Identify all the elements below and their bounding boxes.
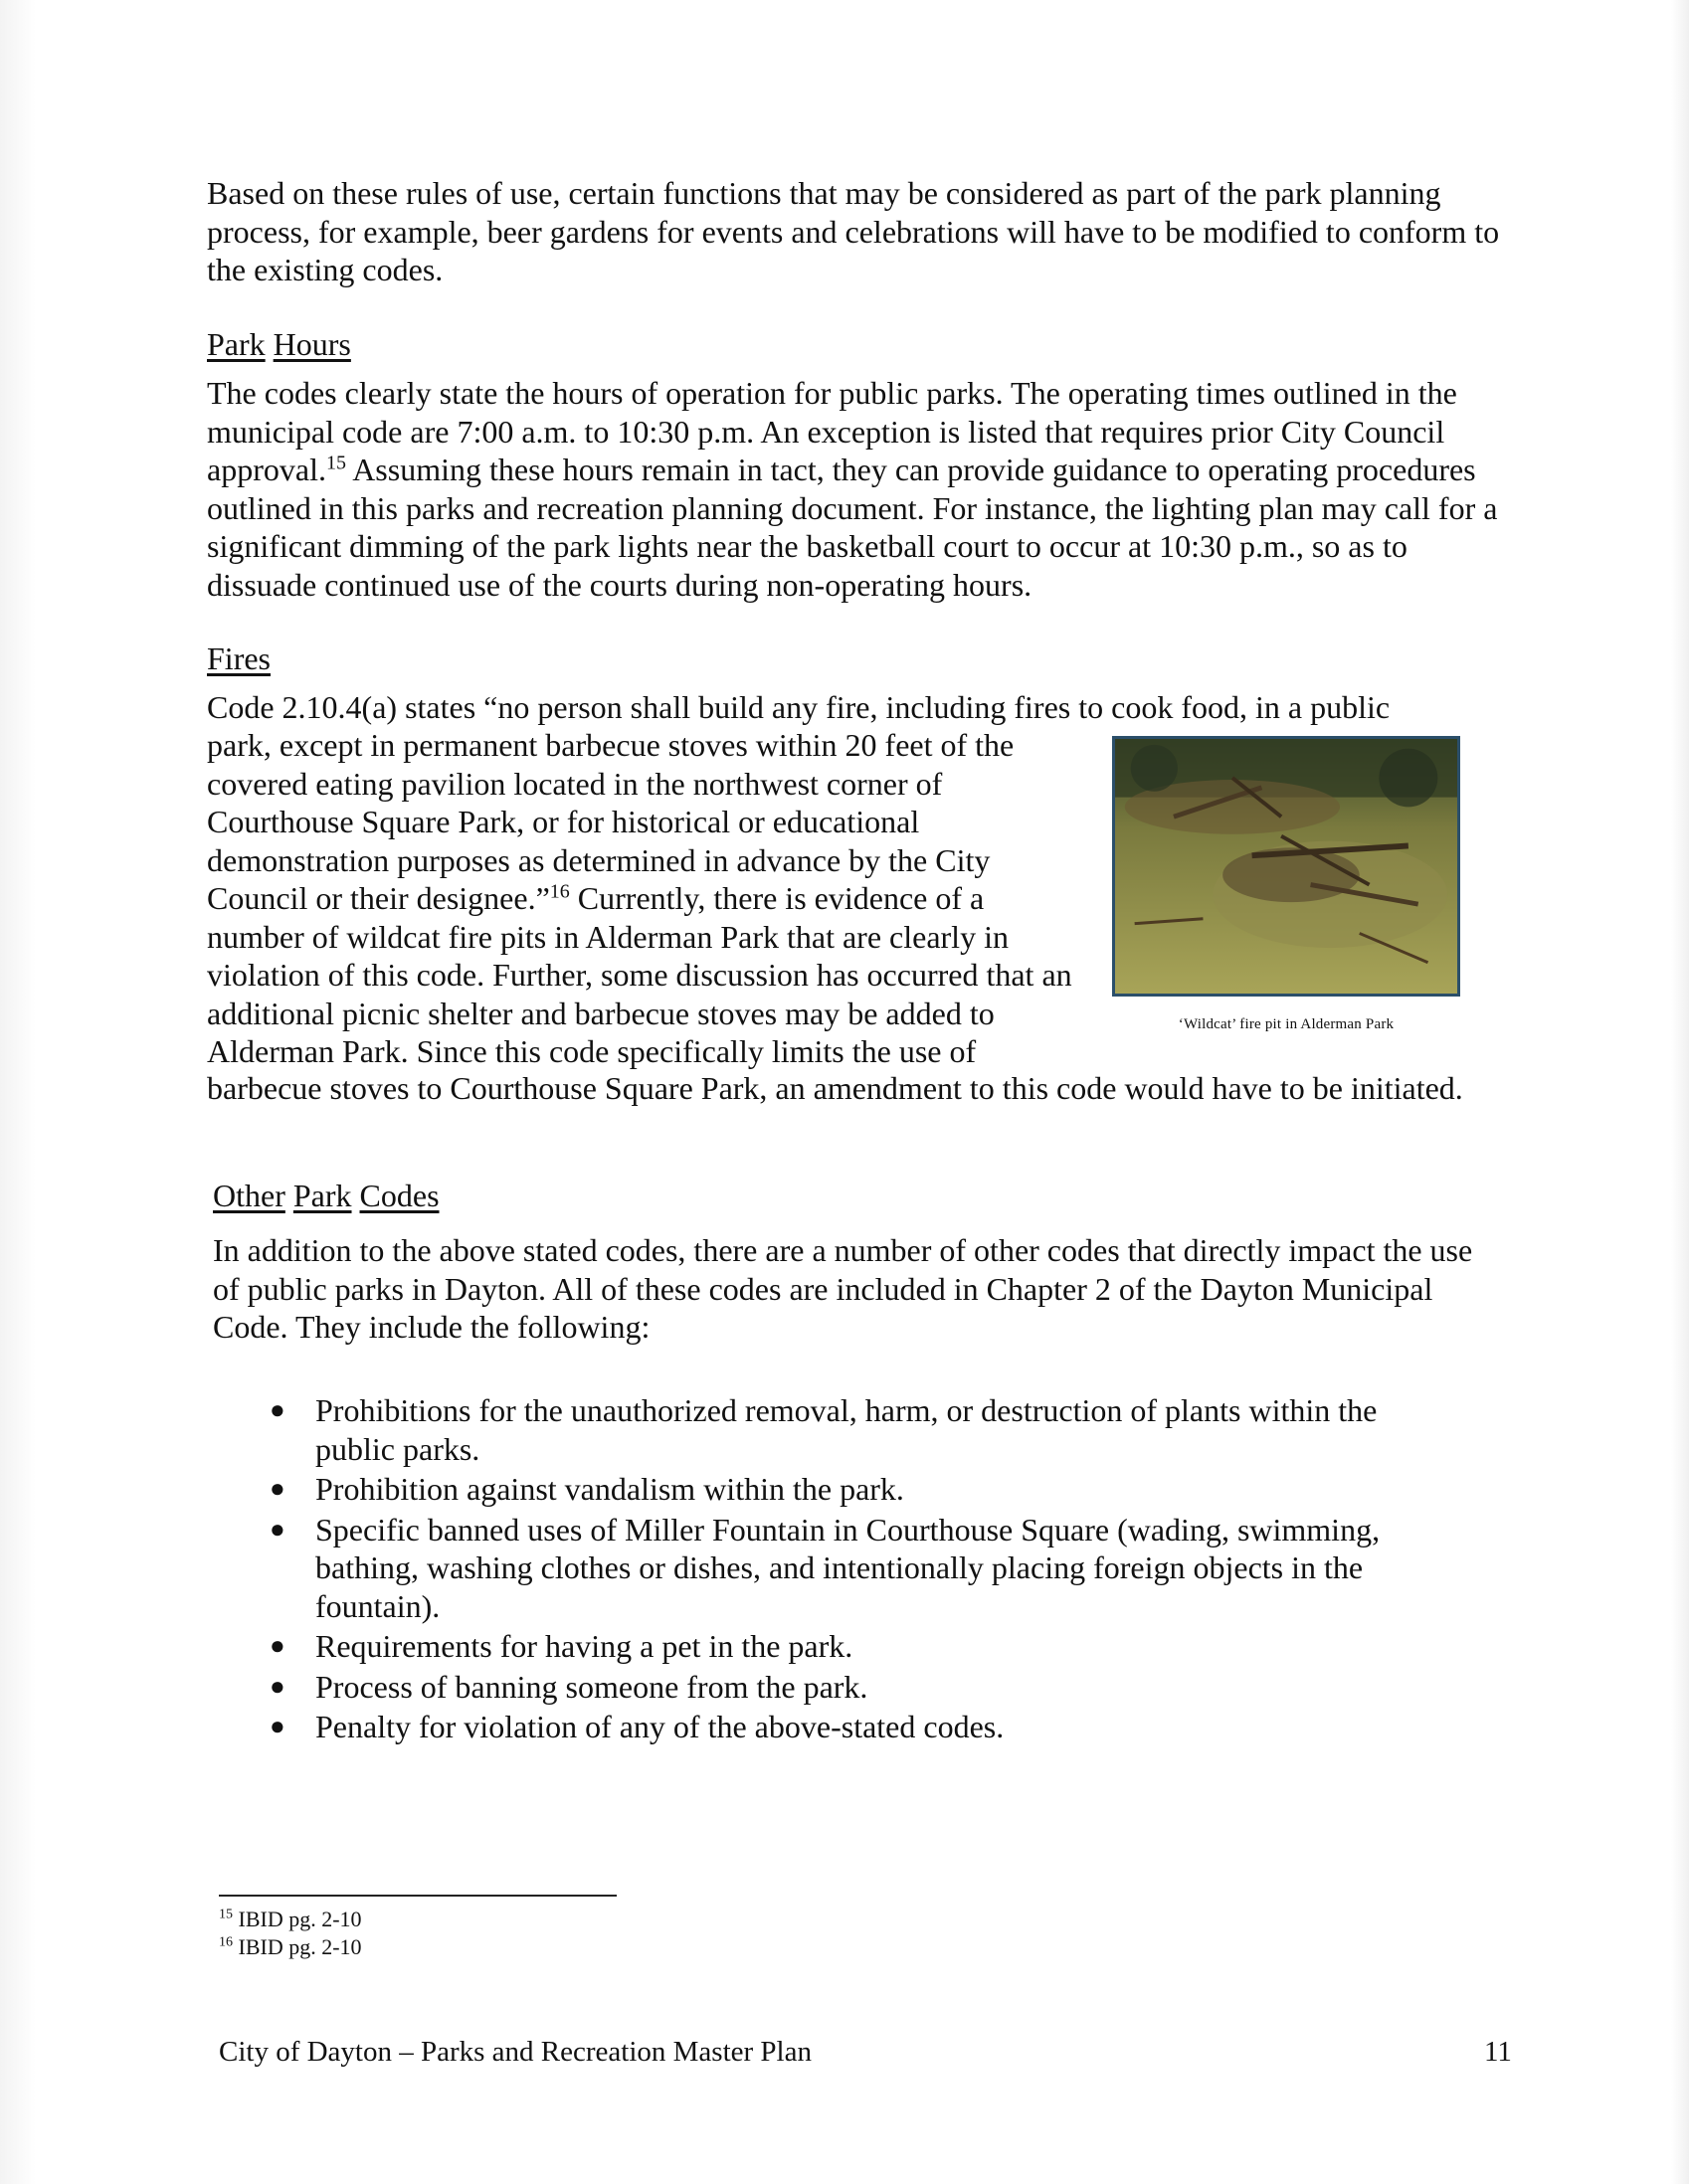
list-item	[264, 1708, 1457, 1746]
other-codes-heading-word2: Park	[292, 1178, 352, 1213]
fires-text-cont: Currently, there is evidence of a number of wildcat fire pits in Alderman Park that are clearly in violation of this code. Further, some discussion has occurred that an additional picnic shelter and barbecue stoves may be added to Alderman Park. Since this code specifically limits the use of	[207, 880, 1072, 1069]
park-hours-text-cont: Assuming these hours remain in tact, they can provide guidance to operating procedures outlined in this parks and recreation planning document. For instance, the lighting plan may call for a significant dimming of the park lights near the basketball court to occur at 10:30 p.m., so as to dissuade continued use of the courts during non-operating hours.	[207, 452, 1498, 603]
other-codes-heading-word1: Other	[213, 1178, 285, 1213]
other-codes-list	[264, 1391, 1457, 1748]
park-hours-paragraph	[207, 374, 1500, 604]
fires-wrapped-paragraph	[207, 726, 1082, 1071]
footnote-text: IBID pg. 2-10	[238, 1907, 362, 1931]
fires-heading-text: Fires	[207, 640, 271, 676]
park-hours-text: The codes clearly state the hours of operation for public parks. The operating times outlined in the municipal code are 7:00 a.m. to 10:30 p.m. An exception is listed that requires prior City Council approval.	[207, 375, 1457, 487]
list-item-text: Specific banned uses of Miller Fountain in Courthouse Square (wading, swimming, bathing, washing clothes or dishes, and intentionally placing foreign objects in the fountain).	[315, 1511, 1381, 1624]
list-item	[264, 1511, 1457, 1626]
list-item-text: Requirements for having a pet in the park.	[315, 1628, 853, 1664]
scan-edge-right	[1671, 0, 1689, 2184]
park-hours-heading	[207, 325, 351, 363]
fire-pit-figure	[1112, 736, 1460, 1033]
list-item	[264, 1627, 1457, 1666]
list-item	[264, 1470, 1457, 1509]
list-item	[264, 1391, 1457, 1468]
footnote-ref-15: 15	[325, 452, 346, 474]
bullet-icon: ●	[270, 1631, 285, 1660]
footnote-15	[219, 1906, 362, 1933]
park-hours-heading-word1: Park	[207, 326, 266, 362]
other-codes-intro: In addition to the above stated codes, there are a number of other codes that directly impact the use of public parks in Dayton. All of these codes are included in Chapter 2 of the Dayton Municipal Code. They include the following:	[213, 1232, 1473, 1345]
fire-pit-photo	[1112, 736, 1460, 997]
list-item-text: Penalty for violation of any of the above-stated codes.	[315, 1709, 1005, 1744]
footer-title: City of Dayton – Parks and Recreation Master Plan	[219, 2036, 812, 2068]
fires-text: park, except in permanent barbecue stoves within 20 feet of the covered eating pavilion located in the northwest corner of Courthouse Square Park, or for historical or educational demonstration purposes as determined in advance by the City Council or their designee.”	[207, 727, 1015, 916]
fires-first-line: Code 2.10.4(a) states “no person shall build any fire, including fires to cook food, in a public	[207, 689, 1391, 725]
figure-caption: ‘Wildcat’ fire pit in Alderman Park	[1178, 1016, 1395, 1032]
footnote-16	[219, 1933, 362, 1961]
scan-edge-left	[0, 0, 36, 2184]
footnote-text: IBID pg. 2-10	[238, 1934, 362, 1959]
bullet-icon: ●	[270, 1671, 285, 1701]
bullet-icon: ●	[270, 1474, 285, 1503]
footnote-divider	[219, 1895, 617, 1897]
footnote-number: 16	[219, 1934, 233, 1950]
list-item-text: Prohibition against vandalism within the park.	[315, 1471, 904, 1507]
bullet-icon: ●	[270, 1712, 285, 1740]
page-number: 11	[1484, 2036, 1512, 2068]
footnote-ref-16: 16	[549, 880, 570, 903]
other-codes-heading-word3: Codes	[359, 1178, 440, 1213]
bullet-icon: ●	[270, 1395, 285, 1424]
list-item	[264, 1668, 1457, 1707]
footnote-number: 15	[219, 1907, 233, 1922]
other-codes-heading	[213, 1177, 440, 1214]
bullet-icon: ●	[270, 1514, 285, 1544]
intro-paragraph: Based on these rules of use, certain functions that may be considered as part of the park planning process, for example, beer gardens for events and celebrations will have to be modified to conform to the existing codes.	[207, 175, 1500, 287]
list-item-text: Process of banning someone from the park.	[315, 1668, 868, 1705]
fires-heading	[207, 639, 271, 677]
park-hours-heading-word2: Hours	[273, 326, 351, 362]
fires-continuation: barbecue stoves to Courthouse Square Park, an amendment to this code would have to be initiated.	[207, 1070, 1463, 1106]
list-item-text: Prohibitions for the unauthorized removal, harm, or destruction of plants within the public parks.	[315, 1392, 1378, 1467]
